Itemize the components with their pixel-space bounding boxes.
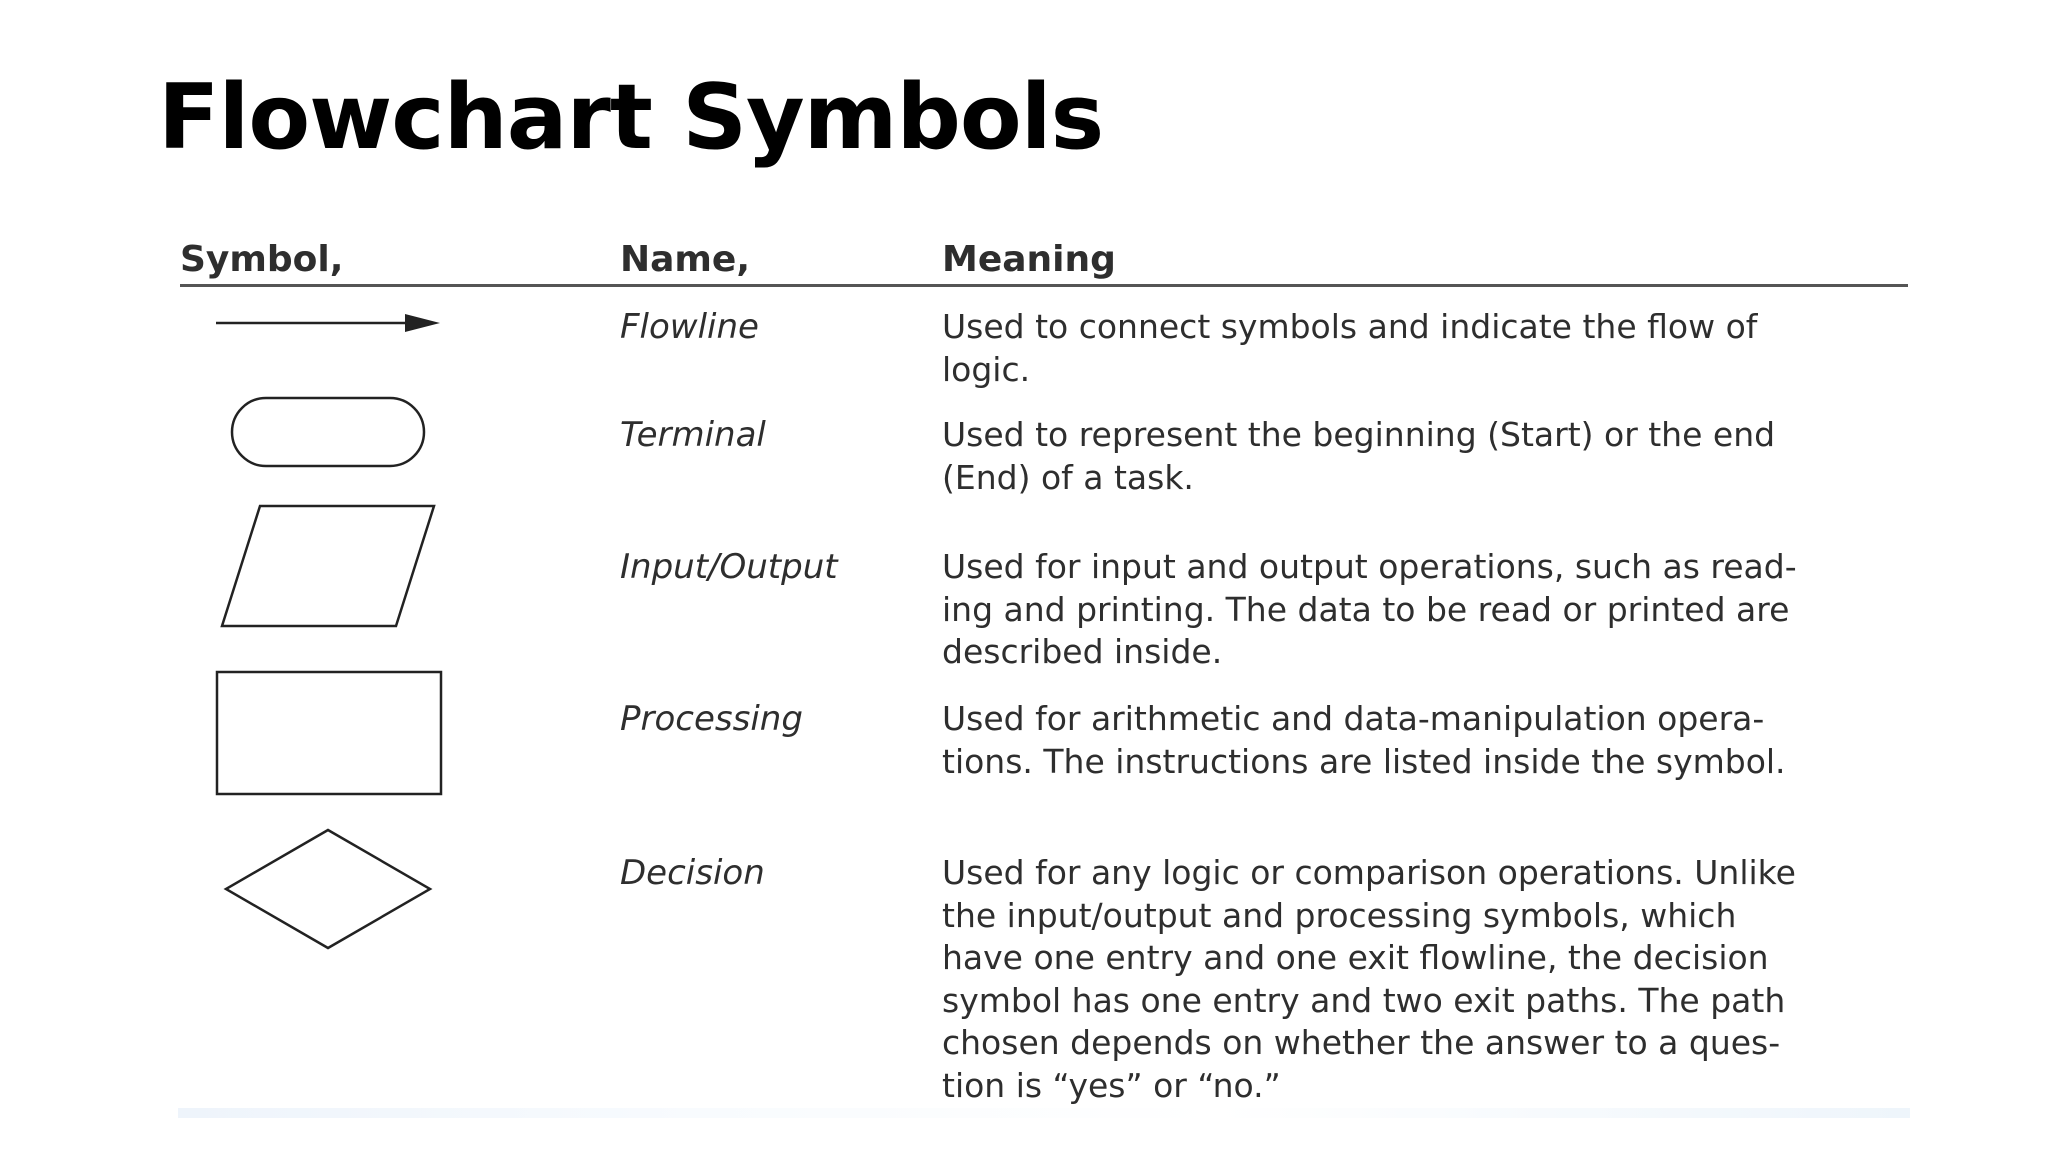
decision-diamond-icon (200, 826, 460, 952)
row-name: Terminal (620, 415, 766, 455)
row-meaning: Used for any logic or comparison operations. Unlike the input/output and processing symbols, which have one entry and one exit flowline, the decision symbol has one entry and two exit paths. The path chosen depends on whether the answer to a ques- tion is “yes” or “no.” (942, 853, 1796, 1105)
processing-rectangle-icon (200, 668, 460, 798)
row-meaning: Used for input and output operations, such as read- ing and printing. The data to be read or printed are described inside. (942, 547, 1797, 671)
terminal-rounded-rectangle-icon (200, 394, 460, 470)
input-output-parallelogram-icon (200, 502, 460, 630)
row-meaning: Used to connect symbols and indicate the flow of logic. (942, 307, 1758, 389)
header-meaning: Meaning (942, 239, 1116, 280)
image-bottom-edge (178, 1108, 1910, 1118)
row-meaning: Used for arithmetic and data-manipulation opera- tions. The instructions are listed inside the symbol. (942, 699, 1786, 781)
header-divider (180, 284, 1908, 287)
row-name: Processing (620, 699, 803, 739)
row-name: Flowline (620, 307, 759, 347)
slide-title: Flowchart Symbols (158, 65, 1104, 170)
row-meaning: Used to represent the beginning (Start) or the end (End) of a task. (942, 415, 1776, 497)
row-name: Decision (620, 853, 765, 893)
header-symbol: Symbol, (180, 239, 344, 280)
header-name: Name, (620, 239, 751, 280)
row-name: Input/Output (620, 547, 838, 587)
flowline-arrow-icon (200, 308, 460, 338)
